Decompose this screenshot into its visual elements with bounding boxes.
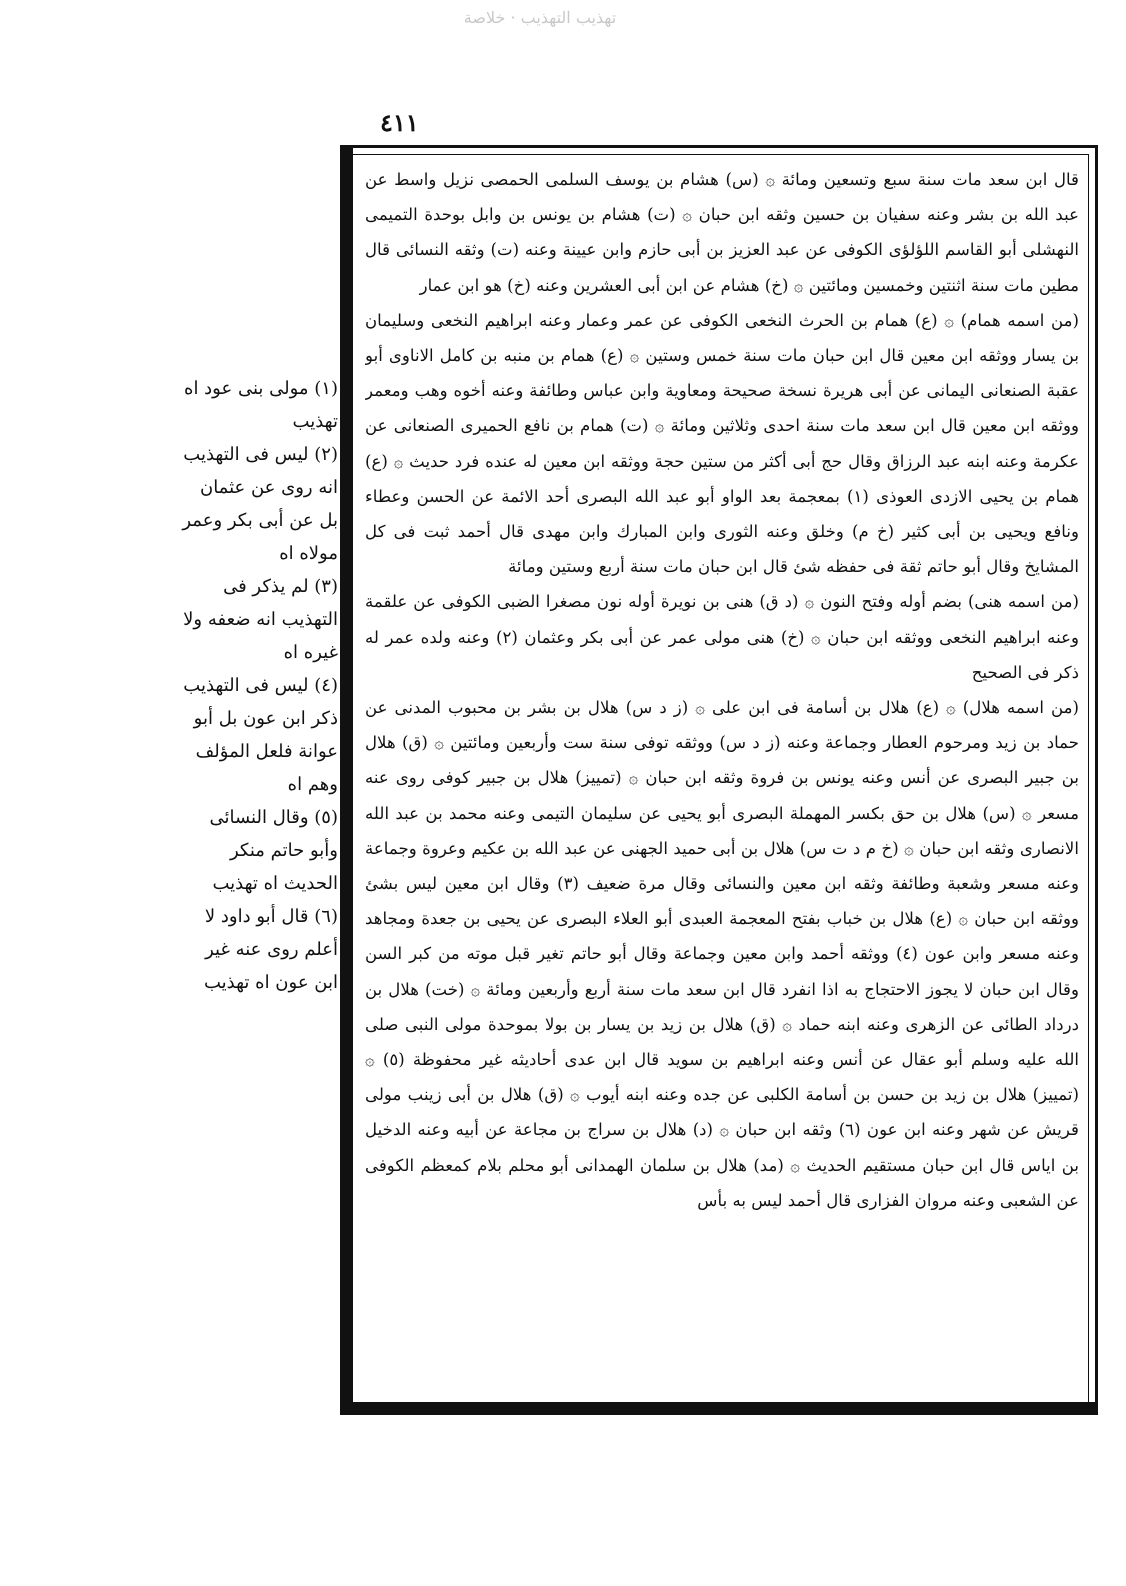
footnote-4: (٤) ليس فى التهذيب ذكر ابن عون بل أبو عوانة فلعل المؤلف وهم اه [183,675,338,795]
footnote-6: (٦) قال أبو داود لا أعلم روى عنه غير ابن عون اه تهذيب [203,906,338,993]
footnote-1: (١) مولى بنى عود اه تهذيب [184,378,338,432]
footnote-5: (٥) وقال النسائى وأبو حاتم منكر الحديث اه تهذيب [209,807,338,894]
page-number: ٤١١ [380,108,419,137]
frame-bottom-edge [343,1402,1095,1412]
paragraph-hisham: قال ابن سعد مات سنة سبع وتسعين ومائة ۞ (س) هشام بن يوسف السلمى الحمصى نزيل واسط عن عبد الله بن بشر وعنه سفيان بن حسين وثقه ابن حبان ۞ (ت) هشام بن يونس بن وابل بوحدة التميمى النهشلى أبو القاسم اللؤلؤى الكوفى عن عبد العزيز بن أبى حازم وابن عيينة وعنه (ت) وثقه النسائى قال مطين مات سنة اثنتين وخمسين ومائتين ۞ (خ) هشام عن ابن أبى العشرين وعنه (خ) هو ابن عمار [365,170,1079,295]
text-frame [340,145,1098,1415]
main-body-text [365,162,1079,1390]
paragraph-hammam: (من اسمه همام) ۞ (ع) همام بن الحرث النخعى الكوفى عن عمر وعمار وعنه ابراهيم النخعى وسليمان بن يسار ووثقه ابن معين قال ابن حبان مات سنة خمس وستين ۞ (ع) همام بن منبه بن كامل الاناوى أبو عقبة الصنعانى اليمانى عن أبى هريرة نسخة صحيحة ومعاوية وابن عباس وطائفة وعنه أخوه وهب ومعمر ووثقه ابن معين قال ابن سعد مات سنة احدى وثلاثين ومائة ۞ (ت) همام بن نافع الحميرى الصنعانى عن عكرمة وعنه ابنه عبد الرزاق وقال حج أبى أكثر من ستين حجة ووثقه ابن معين له عنده فرد حديث ۞ (ع) همام بن يحيى الازدى العوذى (١) بمعجمة بعد الواو أبو عبد الله البصرى أحد الائمة عن الحسن وعطاء ونافع ويحيى بن أبى كثير (خ م) وخلق وعنه الثورى وابن المبارك وابن مهدى قال أحمد ثبت فى كل المشايخ وقال أبو حاتم ثقة فى حفظه شئ قال ابن حبان مات سنة أربع وستين ومائة [365,310,1079,577]
footnote-3: (٣) لم يذكر فى التهذيب انه ضعفه ولا غيره اه [183,576,338,663]
paragraph-hani: (من اسمه هنى) بضم أوله وفتح النون ۞ (د ق) هنى بن نويرة أوله نون مصغرا الضبى الكوفى عن علقمة وعنه ابراهيم النخعى ووثقه ابن حبان ۞ (خ) هنى مولى عمر عن أبى بكر وعثمان (٢) وعنه ولده عمر له ذكر فى الصحيح [365,592,1079,682]
margin-footnotes [180,372,338,999]
footnote-2: (٢) ليس فى التهذيب انه روى عن عثمان بل عن أبى بكر وعمر مولاه اه [182,444,338,564]
running-header: تهذيب التهذيب · خلاصة [463,8,617,27]
frame-left-edge [343,148,353,1412]
paragraph-hilal: (من اسمه هلال) ۞ (ع) هلال بن أسامة فى ابن على ۞ (ز د س) هلال بن بشر بن محبوب المدنى عن حماد بن زيد ومرحوم العطار وجماعة وعنه (ز د س) ووثقه توفى سنة ست وأربعين ومائتين ۞ (ق) هلال بن جبير البصرى عن أنس وعنه يونس بن فروة وثقه ابن حبان ۞ (تمييز) هلال بن جبير كوفى روى عنه مسعر ۞ (س) هلال بن حق بكسر المهملة البصرى أبو يحيى عن سليمان التيمى وعنه محمد بن عبد الله الانصارى وثقه ابن حبان ۞ (خ م د ت س) هلال بن أبى حميد الجهنى عن عبد الله بن عكيم وعروة وجماعة وعنه مسعر وشعبة وطائفة وثقه ابن معين والنسائى وقال مرة ضعيف (٣) وقال ابن معين ليس بشئ ووثقه ابن حبان ۞ (ع) هلال بن خباب بفتح المعجمة العبدى أبو العلاء البصرى عن يحيى بن جعدة ومجاهد وعنه مسعر وابن عون (٤) ووثقه أحمد وابن معين وجماعة وقال أبو حاتم تغير قبل موته من كبر السن وقال ابن حبان لا يجوز الاحتجاج به اذا انفرد قال ابن سعد مات سنة أربع وأربعين ومائة ۞ (خت) هلال بن درداد الطائى عن الزهرى وعنه ابنه حماد ۞ (ق) هلال بن زيد بن يسار بن بولا بموحدة مولى النبى صلى الله عليه وسلم أبو عقال عن أنس وعنه ابراهيم بن سويد قال ابن عدى أحاديثه غير محفوظة (٥) ۞ (تمييز) هلال بن زيد بن حسن بن أسامة الكلبى عن جده وعنه ابنه أيوب ۞ (ق) هلال بن أبى زينب مولى قريش عن شهر وعنه ابن عون (٦) وثقه ابن حبان ۞ (د) هلال بن سراج بن مجاعة عن أبيه وعنه الدخيل بن اياس قال ابن حبان مستقيم الحديث ۞ (مد) هلال بن سلمان الهمدانى أبو محلم بلام كمعظم الكوفى عن الشعبى وعنه مروان الفزارى قال أحمد ليس به بأس [365,698,1079,1210]
